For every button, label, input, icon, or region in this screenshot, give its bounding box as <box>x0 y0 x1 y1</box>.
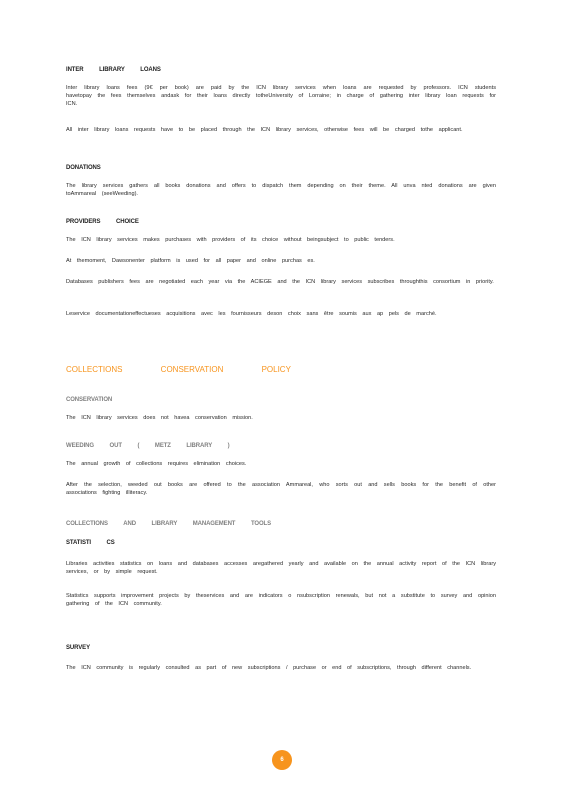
paragraph-weeding-selection: After the selection, weeded out books are offered to the association Ammareal, who sorts out and sells books for the benefit of other associations fighting illiteracy. <box>66 482 496 496</box>
paragraph-donations: The library services gathers all books donations and offers to dispatch them depending on their theme. All unva nted donations are given toAmmareal (seeWeeding). <box>66 183 496 197</box>
paragraph-interlibrary-requests: All inter library loans requests have to be placed through the ICN library services, otherwise fees will be charged tothe applicant. <box>66 127 463 133</box>
paragraph-providers-platform: At themoment, Dawsonenter platform is used for all paper and online purchas es. <box>66 258 315 264</box>
paragraph-conservation: The ICN library services does not havea conservation mission. <box>66 415 253 421</box>
heading-conservation: CONSERVATION <box>66 397 113 403</box>
paragraph-weeding-growth: The annual growth of collections requires elimination choices. <box>66 461 247 467</box>
section-title-collections-conservation-policy: COLLECTIONS CONSERVATION POLICY <box>66 365 291 374</box>
heading-inter-library-loans: INTER LIBRARY LOANS <box>66 67 161 73</box>
paragraph-survey: The ICN community is regularly consulted as part of new subscriptions / purchase or end of subscriptions, through different channels. <box>66 665 472 671</box>
paragraph-interlibrary-fees: Inter library loans fees (9€ per book) are paid by the ICN library services when loans are requested by professors. ICN students havetopay the fees themselves andask for their loans directly totheUniversity of Lorraine; in charge of gathering inter library loan requests for ICN. <box>66 85 496 107</box>
page-number-badge: 6 <box>272 750 292 770</box>
heading-statistics: STATISTI CS <box>66 540 115 546</box>
heading-providers-choice: PROVIDERS CHOICE <box>66 219 139 225</box>
heading-weeding-out: WEEDING OUT ( METZ LIBRARY ) <box>66 443 230 449</box>
heading-management-tools: COLLECTIONS AND LIBRARY MANAGEMENT TOOLS <box>66 521 272 527</box>
paragraph-providers-databases: Databases publishers fees are negotiated each year via the ACIEGE and the ICN library services subscribes throughthis consortium in priority. <box>66 279 494 285</box>
heading-donations: DONATIONS <box>66 165 101 171</box>
paragraph-providers-purchases: The ICN library services makes purchases with providers of its choice without beingsubject to public tenders. <box>66 237 395 243</box>
paragraph-providers-french: Leservice documentationeffectueses acquisitions avec les fournisseurs deson choix sans être soumis aux ap pels de marché. <box>66 311 437 317</box>
paragraph-statistics-activities: Libraries activities statistics on loans and databases accesses aregathered yearly and available on the annual activity report of the ICN library services, or by simple request. <box>66 561 496 575</box>
paragraph-statistics-support: Statistics supports improvement projects by theservices and are indicators o nsubscription renewals, but not a substitute to survey and opinion gathering of the ICN community. <box>66 593 496 607</box>
heading-survey: SURVEY <box>66 645 90 651</box>
